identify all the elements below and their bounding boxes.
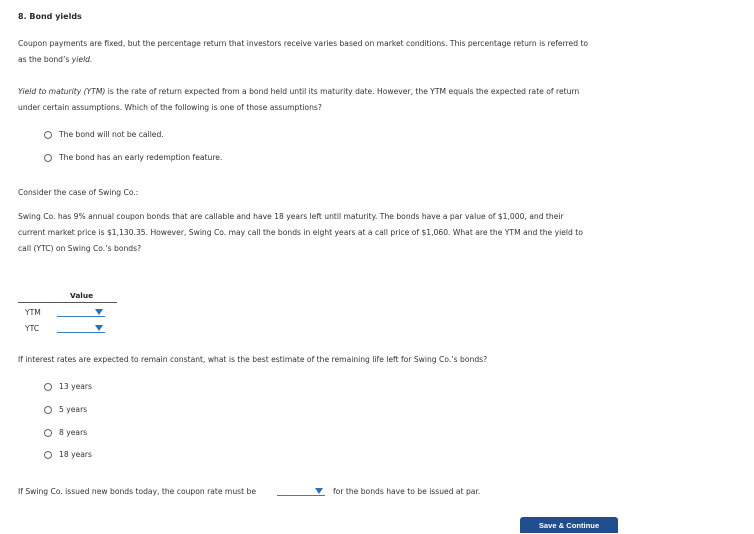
option-label: 5 years	[59, 405, 88, 414]
intro-text-line1: Coupon payments are fixed, but the percentage return that investors receive varies based on market conditions. This percentage return is referred to	[18, 39, 589, 48]
life-option-3[interactable]	[44, 428, 87, 437]
ytm-value-dropdown[interactable]	[57, 306, 105, 317]
ytm-term: Yield to maturity (YTM)	[18, 87, 106, 96]
case-heading: Consider the case of Swing Co.:	[18, 188, 139, 197]
case-text-line2: current market price is $1,130.35. However, Swing Co. may call the bonds in eight years at a call price of $1,060. What are the YTM and the yield to	[18, 228, 583, 237]
dropdown-caret-icon	[95, 325, 103, 331]
option-label: 8 years	[59, 428, 88, 437]
radio-button-icon[interactable]	[44, 154, 52, 162]
ytm-text-rest: is the rate of return expected from a bond held until its maturity date. However, the YTM equals the expected rate of return	[105, 87, 580, 96]
assumption-option-2[interactable]	[44, 153, 222, 162]
option-label: 13 years	[59, 382, 92, 391]
life-question-text: If interest rates are expected to remain constant, what is the best estimate of the remaining life left for Swing Co.’s bonds?	[18, 355, 488, 364]
ytm-row-label: YTM	[25, 308, 41, 317]
dropdown-caret-icon	[315, 488, 323, 494]
question-title: 8. Bond yields	[18, 12, 82, 21]
coupon-question-prefix: If Swing Co. issued new bonds today, the coupon rate must be	[18, 487, 256, 496]
option-label: 18 years	[59, 450, 92, 459]
intro-text-prefix: as the bond’s	[18, 55, 72, 64]
ytc-value-dropdown[interactable]	[57, 322, 105, 333]
case-text-line1: Swing Co. has 9% annual coupon bonds that are callable and have 18 years left until maturity. The bonds have a par value of $1,000, and their	[18, 212, 564, 221]
radio-button-icon[interactable]	[44, 406, 52, 414]
life-option-2[interactable]	[44, 405, 87, 414]
intro-text-italic: yield.	[71, 55, 93, 64]
dropdown-caret-icon	[95, 309, 103, 315]
radio-button-icon[interactable]	[44, 131, 52, 139]
coupon-rate-dropdown[interactable]	[277, 485, 325, 496]
save-continue-button[interactable]: Save & Continue	[520, 517, 618, 533]
case-text-line3: call (YTC) on Swing Co.’s bonds?	[18, 244, 142, 253]
ytm-text-line1	[18, 86, 579, 98]
radio-button-icon[interactable]	[44, 383, 52, 391]
intro-text-line2	[18, 54, 92, 66]
life-option-4[interactable]	[44, 450, 92, 459]
option-label: The bond will not be called.	[59, 130, 164, 139]
ytm-text-line2: under certain assumptions. Which of the following is one of those assumptions?	[18, 103, 322, 112]
radio-button-icon[interactable]	[44, 451, 52, 459]
option-label: The bond has an early redemption feature.	[59, 153, 223, 162]
coupon-question-suffix: for the bonds have to be issued at par.	[333, 487, 481, 496]
value-table-header	[18, 289, 117, 303]
value-column-header: Value	[70, 291, 94, 300]
radio-button-icon[interactable]	[44, 429, 52, 437]
ytc-row-label: YTC	[25, 324, 40, 333]
assumption-option-1[interactable]	[44, 130, 164, 139]
life-option-1[interactable]	[44, 382, 92, 391]
